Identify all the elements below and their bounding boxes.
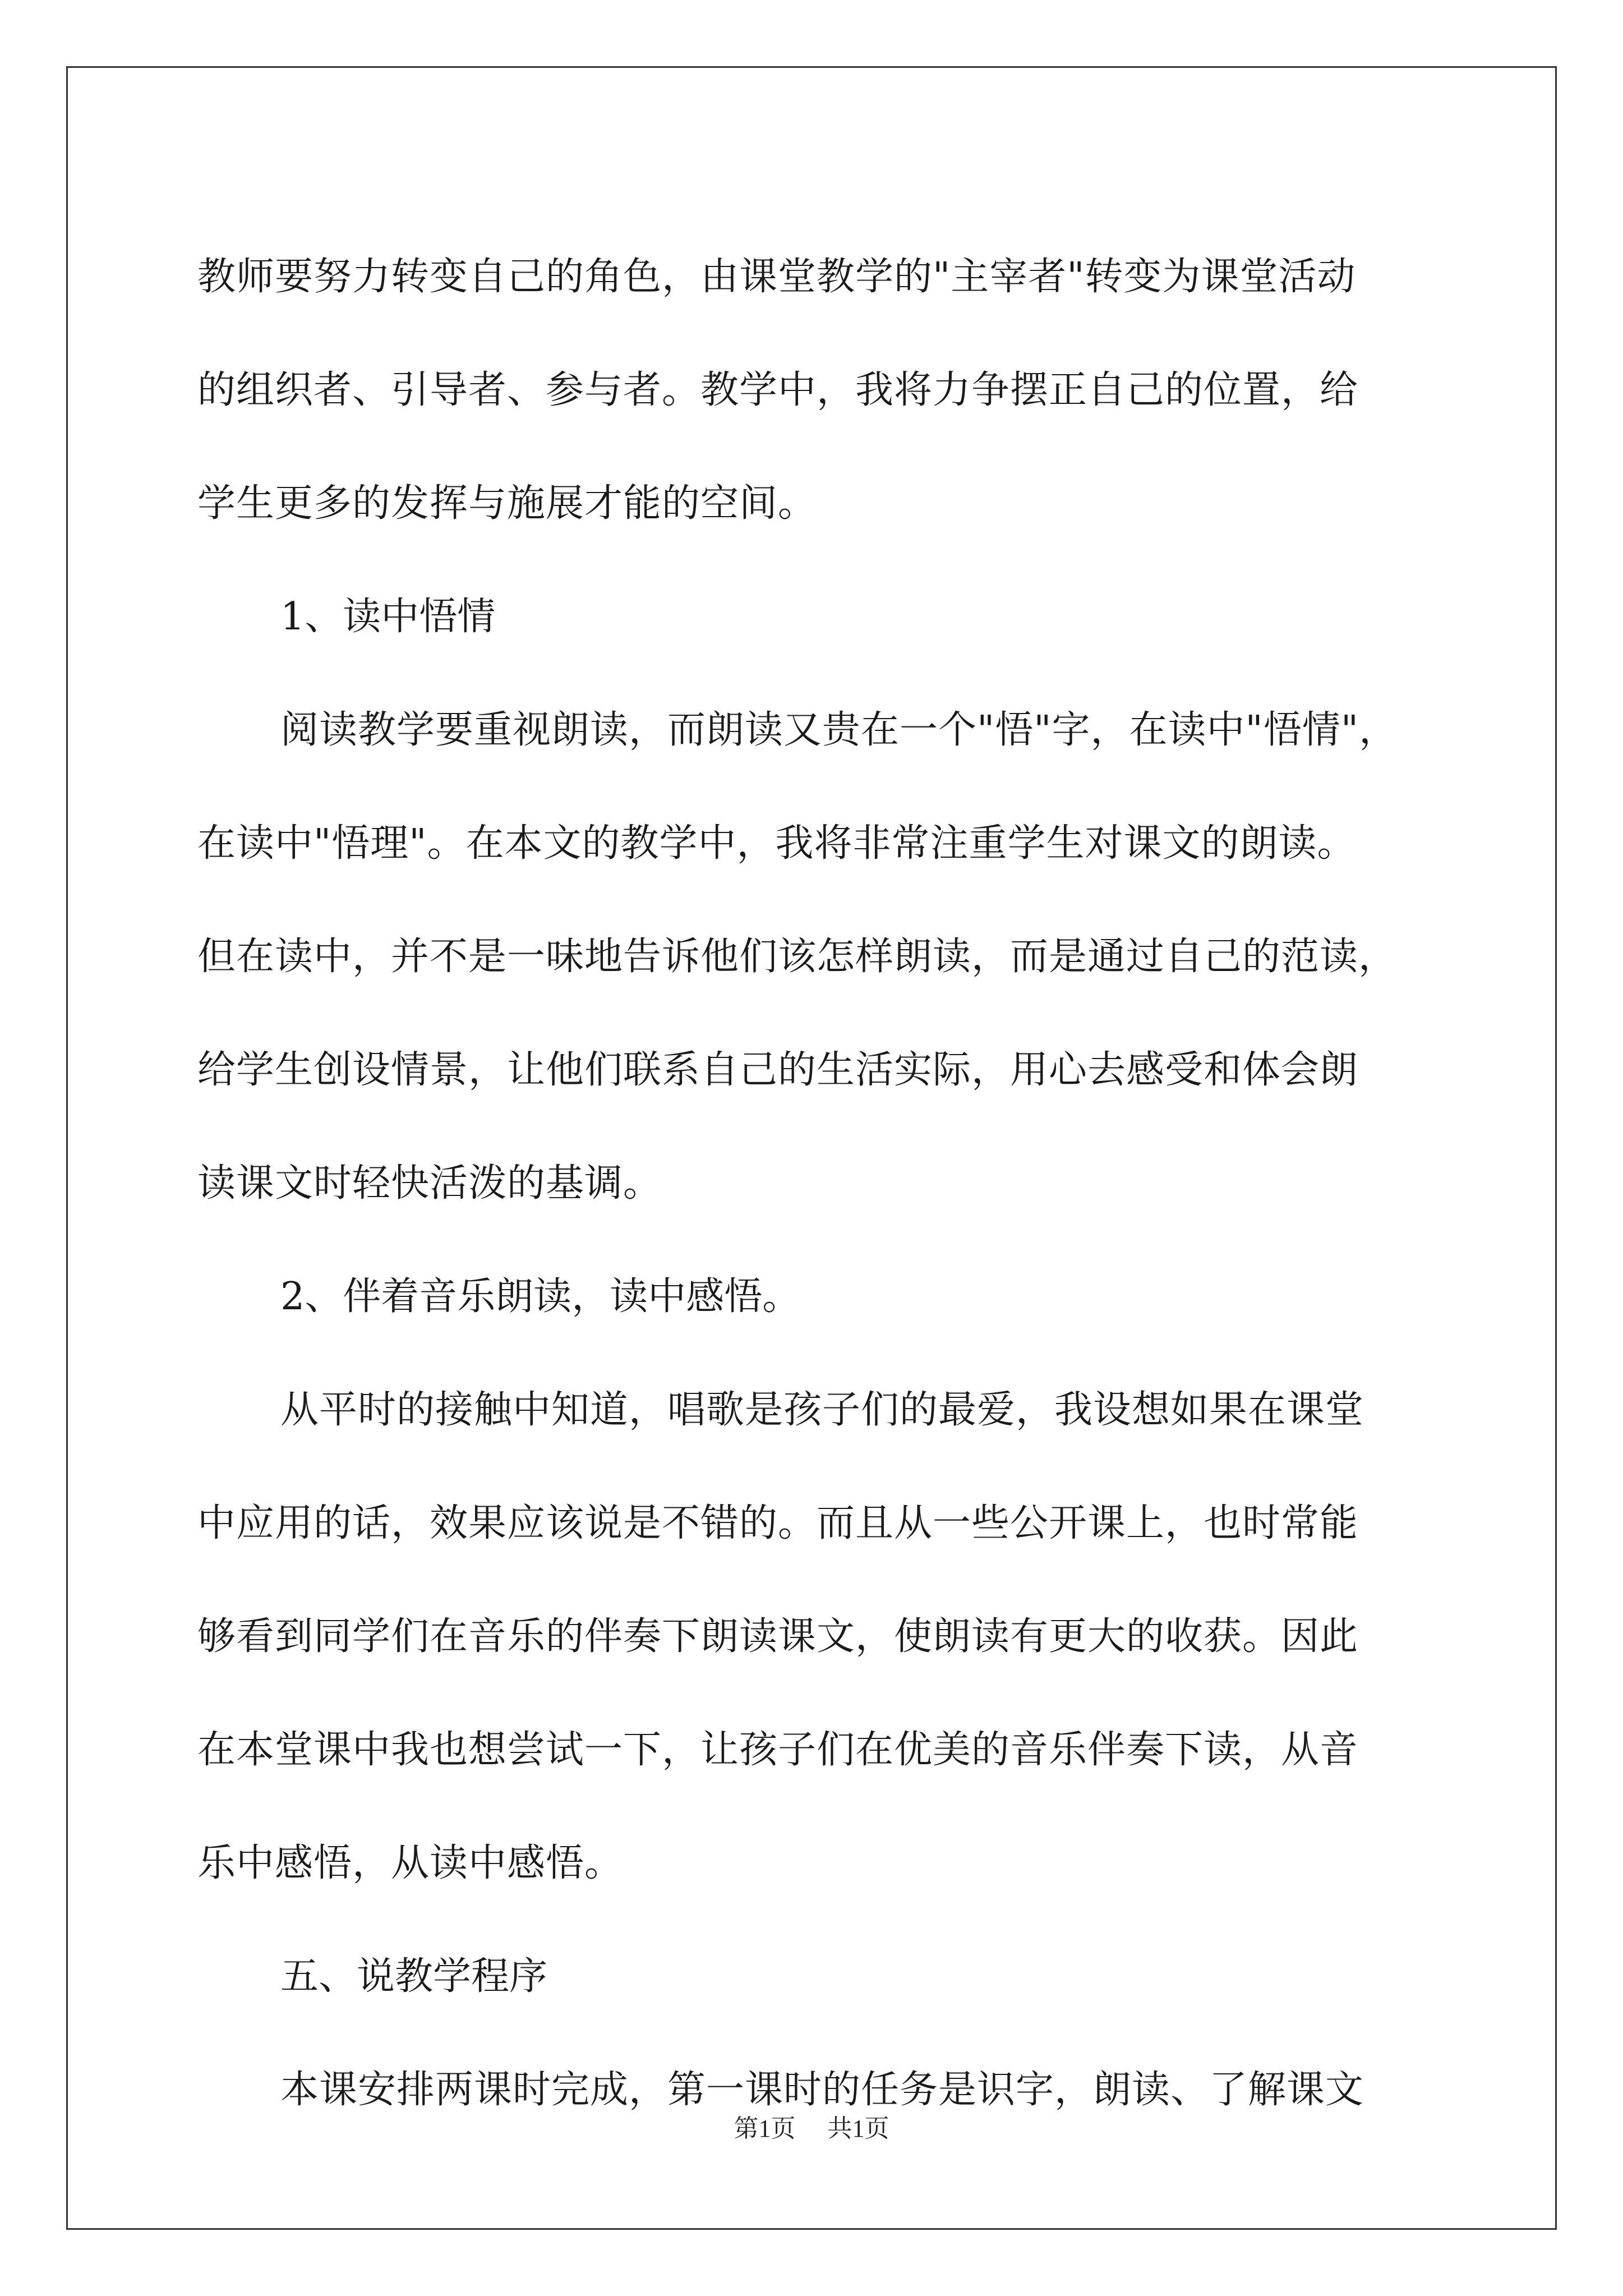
text-line: 本课安排两课时完成，第一课时的任务是识字，朗读、了解课文	[280, 2068, 1364, 2112]
section-heading-5	[197, 1920, 1429, 2033]
heading-text: 2、伴着音乐朗读，读中感悟。	[280, 1274, 801, 1319]
text-line: 阅读教学要重视朗读，而朗读又贵在一个"悟"字，在读中"悟情"，	[280, 708, 1398, 752]
text-line: 够看到同学们在音乐的伴奏下朗读课文，使朗读有更大的收获。因此	[197, 1614, 1359, 1659]
paragraph-reading-feeling	[197, 674, 1429, 1240]
heading-text: 1、读中悟情	[280, 595, 496, 639]
text-line: 读课文时轻快活泼的基调。	[197, 1161, 662, 1205]
page-total: 共1页	[827, 2115, 889, 2142]
text-line: 在读中"悟理"。在本文的教学中，我将非常注重学生对课文的朗读。	[197, 821, 1356, 866]
text-line: 在本堂课中我也想尝试一下，让孩子们在优美的音乐伴奏下读，从音	[197, 1728, 1359, 1772]
text-line: 学生更多的发挥与施展才能的空间。	[197, 481, 817, 526]
text-line: 从平时的接触中知道，唱歌是孩子们的最爱，我设想如果在课堂	[280, 1388, 1364, 1432]
section-heading-2	[197, 1240, 1429, 1354]
text-line: 中应用的话，效果应该说是不错的。而且从一些公开课上，也时常能	[197, 1501, 1359, 1545]
text-line: 给学生创设情景，让他们联系自己的生活实际，用心去感受和体会朗	[197, 1048, 1359, 1092]
text-line: 但在读中，并不是一味地告诉他们该怎样朗读，而是通过自己的范读，	[197, 935, 1398, 979]
page-number: 第1页	[734, 2115, 796, 2142]
paragraph-music-reading	[197, 1354, 1429, 1920]
paragraph-teacher-role	[197, 220, 1429, 560]
page-footer	[0, 2108, 1623, 2144]
document-body	[197, 220, 1429, 2147]
text-line: 教师要努力转变自己的角色，由课堂教学的"主宰者"转变为课堂活动	[197, 255, 1356, 299]
text-line: 乐中感悟，从读中感悟。	[197, 1841, 624, 1885]
section-heading-1	[197, 560, 1429, 674]
heading-text: 五、说教学程序	[280, 1954, 548, 1999]
text-line: 的组织者、引导者、参与者。教学中，我将力争摆正自己的位置，给	[197, 368, 1359, 412]
